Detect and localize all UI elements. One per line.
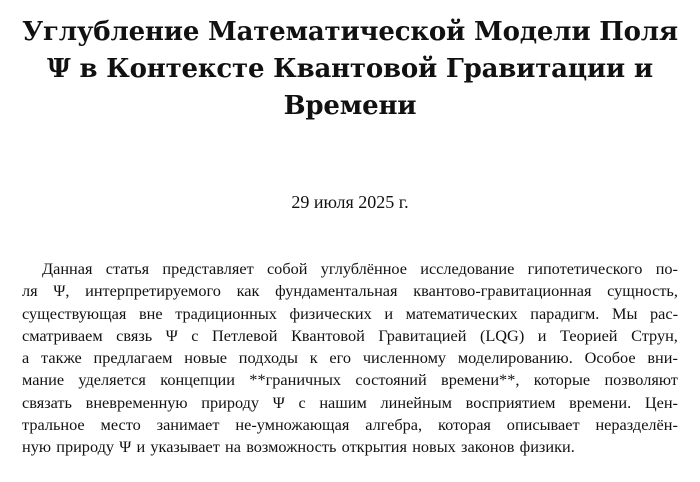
abstract-word: собой [266,259,308,278]
abstract-word: занимает [156,415,220,435]
abstract-word: физических [289,303,372,323]
abstract-word: Ψ [119,437,132,457]
abstract-word: вни- [647,348,678,368]
abstract-word: место [100,415,141,435]
abstract-line [22,369,678,391]
abstract-word: не-умножающая [235,415,350,435]
abstract-word: фундаментальная [275,281,398,301]
abstract-word: представляет [162,259,254,278]
abstract-word: возможность [246,437,337,457]
abstract-word: **граничных [249,370,342,390]
abstract-word: Квантовой [291,325,365,345]
abstract-word: вневременную [85,392,188,412]
abstract-word: (LQG) [479,325,525,345]
abstract-word: неразделён- [595,415,678,435]
abstract-word: алгебра, [365,415,423,435]
abstract-word: восприятием [465,392,556,412]
abstract-word: углублённое [320,259,407,278]
abstract-word: Особое [584,348,636,368]
abstract-line [22,414,678,436]
abstract-word: природу [56,437,115,457]
abstract-word: уделяется [78,370,146,390]
abstract-word: моделированию. [457,348,573,368]
abstract-word: гипотетического [527,259,643,278]
abstract-word: и [136,437,146,457]
abstract-word: Цен- [644,392,678,412]
abstract-word: к [309,348,318,368]
abstract-word: Данная [42,259,93,278]
abstract-word: Ψ [272,392,285,412]
abstract-word: нашим [319,392,367,412]
abstract-word: существующая [22,303,127,323]
abstract-word: квантово-гравитационная [413,281,592,301]
abstract-word: связать [22,392,72,412]
abstract-line [22,280,678,302]
abstract-word: Струн, [631,325,678,345]
abstract-word: с [191,325,199,345]
abstract-word: времени**, [441,370,520,390]
abstract-word: традиционных [175,303,277,323]
abstract-word: и [537,325,547,345]
abstract-word: вне [138,303,163,323]
abstract-word: описывает [506,415,580,435]
abstract-word: Теорией [560,325,618,345]
abstract-word: позволяют [604,370,678,390]
abstract-word: Мы [611,303,638,323]
abstract-word: связь [116,325,153,345]
abstract-word: Петлевой [212,325,278,345]
abstract-word: открытия [341,437,407,457]
abstract-word: его [329,348,352,368]
abstract-word: Гравитацией [378,325,467,345]
abstract-word: состояний [355,370,427,390]
abstract [22,258,678,459]
title-line: Ψ в Контексте Квантовой Гравитации и [47,54,653,84]
abstract-word: природу [201,392,260,412]
abstract-word: новые [184,348,227,368]
abstract-word: парадигм. [530,303,600,323]
abstract-word: мание [22,370,65,390]
abstract-word: концепции [160,370,235,390]
abstract-word: указывает [150,437,220,457]
abstract-word: которая [438,415,491,435]
abstract-word: сущность, [607,281,678,301]
abstract-word: рас- [649,303,678,323]
title-line: Времени [283,91,417,121]
abstract-word: с [298,392,306,412]
abstract-word: законов [461,437,515,457]
abstract-word: предлагаем [93,348,173,368]
abstract-word: новых [412,437,456,457]
abstract-line [22,303,678,325]
abstract-word: статья [105,259,150,278]
abstract-line [22,258,678,280]
abstract-word: также [41,348,82,368]
abstract-word: по- [655,259,678,278]
abstract-word: Ψ, [53,281,70,301]
abstract-word: численному [362,348,447,368]
title-line: Углубление Математической Модели Поля [22,17,678,47]
abstract-word: и [384,303,394,323]
abstract-line [22,392,678,414]
abstract-word: а [22,348,30,368]
abstract-word: времени. [569,392,632,412]
abstract-word: которые [533,370,591,390]
abstract-line [22,325,678,347]
abstract-word: физики. [519,437,575,457]
abstract-word: ля [22,281,38,301]
abstract-line [22,436,678,458]
abstract-word: математических [405,303,518,323]
abstract-line [22,347,678,369]
abstract-word: линейным [380,392,452,412]
paper-title [20,14,680,125]
abstract-word: Ψ [165,325,178,345]
abstract-word: интерпретируемого [85,281,221,301]
abstract-word: как [236,281,260,301]
abstract-word: на [225,437,241,457]
abstract-word: исследование [420,259,515,278]
paper-date: 29 июля 2025 г. [291,192,409,212]
abstract-word: ную [22,437,52,457]
abstract-word: тральное [22,415,85,435]
abstract-word: подходы [238,348,298,368]
abstract-word: сматриваем [22,325,103,345]
